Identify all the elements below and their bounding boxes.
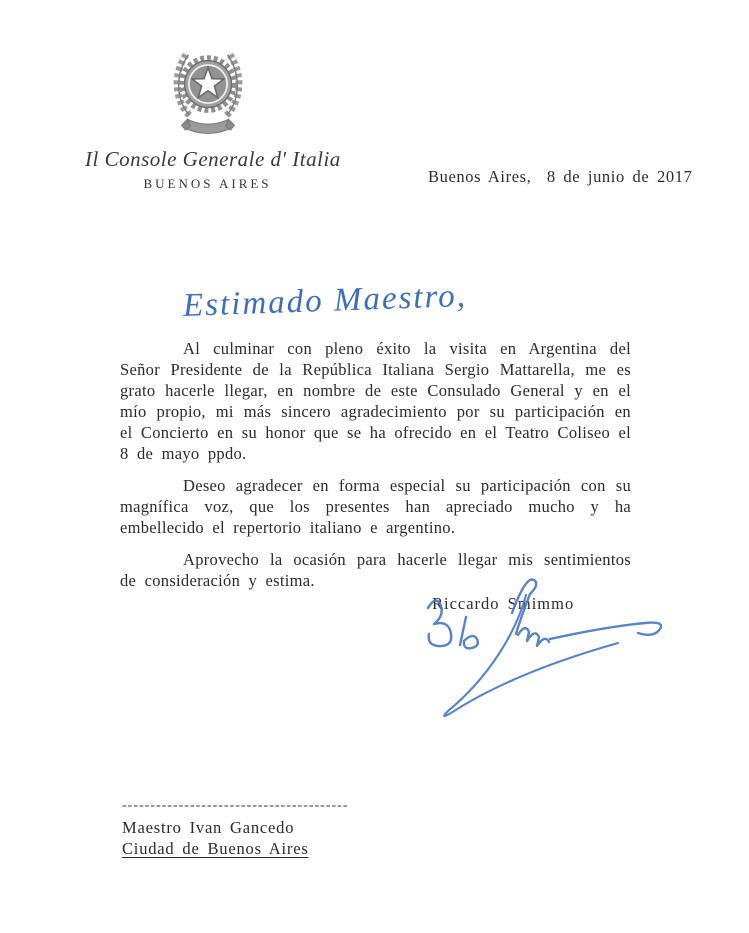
italian-republic-emblem-icon	[164, 33, 252, 141]
institution-city: BUENOS AIRES	[143, 176, 272, 191]
paragraph-2: Deseo agradecer en forma especial su participación con su magnífica voz, que los presentes han apreciado mucho y ha embellecido el repertorio italiano e argentino.	[120, 476, 631, 537]
institution-name: Il Console Generale d' Italia	[85, 147, 341, 171]
handwritten-signature	[400, 573, 690, 723]
signer-typed-name: Riccardo Smimmo	[432, 594, 575, 613]
letterhead	[85, 33, 341, 192]
handwritten-greeting: Estimado Maestro,	[182, 278, 468, 324]
paragraph-1: Al culminar con pleno éxito la visita en Argentina del Señor Presidente de la República Italiana Sergio Mattarella, me es grato hacerle llegar, en nombre de este Consulado General y en el mío propio, mi más sincero agradecimiento por su participación en el Concierto en su honor que se ha ofrecido en el Teatro Coliseo el 8 de mayo ppdo.	[120, 339, 631, 463]
paragraph-3: Aprovecho la ocasión para hacerle llegar mis sentimientos de consideración y estima.	[120, 550, 631, 590]
recipient-city: Ciudad de Buenos Aires	[122, 839, 309, 858]
recipient-separator: ----------------------------------------	[122, 798, 349, 813]
recipient-name: Maestro Ivan Gancedo	[122, 817, 295, 837]
recipient-block	[122, 795, 348, 860]
letter-body	[120, 338, 631, 602]
ribbon	[184, 119, 231, 133]
date-line: Buenos Aires, 8 de junio de 2017	[428, 167, 693, 186]
